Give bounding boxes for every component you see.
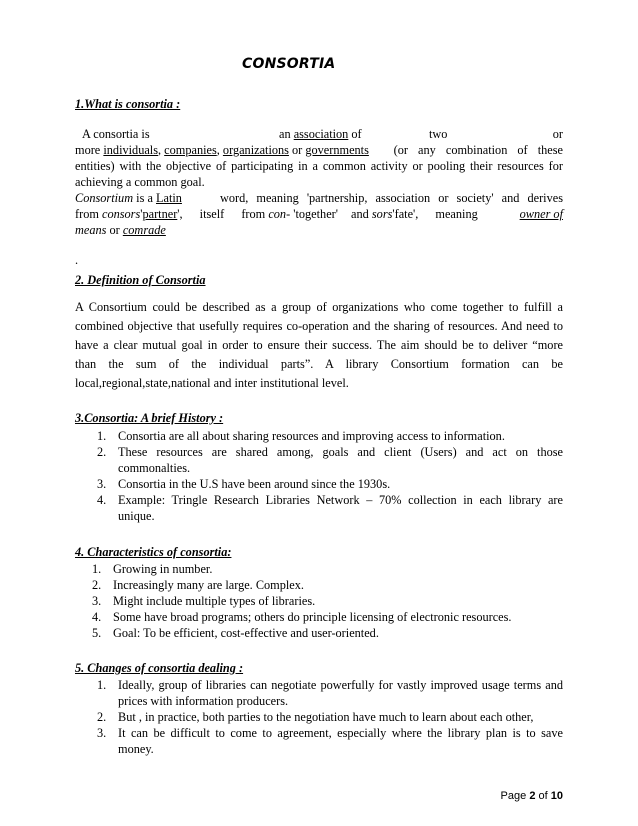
list-item-number: 4. xyxy=(92,610,102,624)
list-item-number: 4. xyxy=(97,493,107,507)
section-3-heading: 3.Consortia: A brief History : xyxy=(75,411,224,425)
list-item xyxy=(97,492,563,524)
total-pages-number: 10 xyxy=(550,790,563,802)
s1-line-7 xyxy=(75,222,563,238)
latin-link[interactable]: Latin xyxy=(155,191,182,205)
s1-line-3: entities) with the objective of participating in a common activity or pooling their resources for xyxy=(75,159,563,173)
s1-text: or xyxy=(552,127,563,141)
s1-line-1 xyxy=(75,126,563,142)
list-item-text: Some have broad programs; others do principle licensing of electronic resources. xyxy=(113,610,512,624)
list-item xyxy=(92,561,563,577)
list-item-text: Example: Tringle Research Libraries Network – 70% collection in each library are xyxy=(118,493,563,507)
list-item-number: 2. xyxy=(97,445,107,459)
association-link[interactable]: association xyxy=(293,127,349,141)
list-item-text: money. xyxy=(118,742,154,756)
section-1-body xyxy=(75,126,563,268)
s1-text: or xyxy=(292,143,303,157)
s1-dot: . xyxy=(75,253,79,267)
list-item xyxy=(97,709,563,725)
s1-text: or xyxy=(109,223,120,237)
section-4-list xyxy=(92,561,563,641)
list-item-text: But , in practice, both parties to the negotiation have much to learn about each other, xyxy=(118,710,534,724)
s1-text: consors xyxy=(101,207,141,221)
s1-text: 'fate', meaning xyxy=(392,207,478,221)
list-item xyxy=(97,677,563,709)
list-item xyxy=(97,476,563,492)
s1-text: means xyxy=(75,223,107,237)
owner-of-link[interactable]: owner of xyxy=(519,207,563,221)
s1-text: (or any combination of these xyxy=(393,143,563,157)
list-item-text: It can be difficult to come to agreement, especially where the library plan is to save xyxy=(118,726,563,740)
s1-text: two xyxy=(429,127,448,141)
list-item xyxy=(97,428,563,444)
list-item-text: Consortia are all about sharing resources and improving access to information. xyxy=(118,429,505,443)
s2-line: than the sum of the individual parts”. A library Consortium formation can be xyxy=(75,357,563,371)
s1-text: con- xyxy=(268,207,291,221)
s1-text: 'together' and xyxy=(293,207,369,221)
organizations-link[interactable]: organizations xyxy=(222,143,289,157)
list-item-text: Increasingly many are large. Complex. xyxy=(113,578,304,592)
footer-page-label: Page xyxy=(500,790,527,802)
section-1-heading: 1.What is consortia : xyxy=(75,97,181,111)
s1-text: A consortia is xyxy=(82,127,150,141)
section-3-list xyxy=(97,428,563,524)
s1-text: an xyxy=(279,127,291,141)
individuals-link[interactable]: individuals xyxy=(103,143,159,157)
list-item xyxy=(92,593,563,609)
list-item-number: 3. xyxy=(97,726,107,740)
list-item-number: 2. xyxy=(97,710,107,724)
list-item-number: 3. xyxy=(92,594,102,608)
s1-text: word, meaning 'partnership, association or society' and derives xyxy=(219,191,563,205)
list-item xyxy=(92,577,563,593)
list-item-text: Goal: To be efficient, cost-effective and user-oriented. xyxy=(113,626,379,640)
page-number-footer xyxy=(501,788,563,804)
s1-text: ' xyxy=(140,207,143,221)
s2-line: local,regional,state,national and inter institutional level. xyxy=(75,376,349,390)
companies-link[interactable]: companies xyxy=(164,143,217,157)
comrade-link[interactable]: comrade xyxy=(122,223,166,237)
list-item-number: 5. xyxy=(92,626,102,640)
s1-line-6 xyxy=(75,206,563,222)
s2-line: A Consortium could be described as a group of organizations who come together to fulfill a xyxy=(75,300,563,314)
list-item xyxy=(92,609,563,625)
section-2-body xyxy=(75,298,563,393)
s1-text: , xyxy=(158,143,162,157)
s2-line: have a clear mutual goal in order to ensure their success. The aim should be to deliver “more xyxy=(75,338,563,352)
list-item-text: Ideally, group of libraries can negotiate powerfully for vastly improved usage terms and xyxy=(118,678,563,692)
list-item-number: 1. xyxy=(97,678,107,692)
list-item-text: Consortia in the U.S have been around since the 1930s. xyxy=(118,477,391,491)
s2-line: combined objective that usefully requires co-operation and the sharing of resources. And need to xyxy=(75,319,563,333)
list-item xyxy=(97,725,563,757)
list-item-number: 1. xyxy=(97,429,107,443)
s1-text: , xyxy=(216,143,220,157)
list-item-number: 2. xyxy=(92,578,102,592)
s1-text: ', itself from xyxy=(177,207,266,221)
document-title: CONSORTIA xyxy=(242,56,336,72)
list-item-text: These resources are shared among, goals and client (Users) and act on those xyxy=(118,445,563,459)
section-5-list xyxy=(97,677,563,757)
governments-link[interactable]: governments xyxy=(305,143,369,157)
s1-text: is a xyxy=(136,191,153,205)
list-item-text: unique. xyxy=(118,509,155,523)
s1-text: sors xyxy=(371,207,393,221)
partner-link[interactable]: partner xyxy=(142,207,178,221)
list-item-text: prices with information producers. xyxy=(118,694,289,708)
section-4-heading: 4. Characteristics of consortia: xyxy=(75,545,232,559)
section-2-heading: 2. Definition of Consortia xyxy=(75,273,206,287)
s1-text: of xyxy=(351,127,362,141)
s1-text: from xyxy=(75,207,99,221)
s1-line-4: achieving a common goal. xyxy=(75,175,205,189)
s1-line-2 xyxy=(75,142,563,158)
footer-of-label: of xyxy=(538,790,548,802)
list-item xyxy=(97,444,563,476)
section-5-heading: 5. Changes of consortia dealing : xyxy=(75,661,244,675)
list-item-number: 1. xyxy=(92,562,102,576)
list-item xyxy=(92,625,563,641)
s1-text: Consortium xyxy=(75,191,134,205)
s1-text: more xyxy=(75,143,101,157)
current-page-number: 2 xyxy=(529,790,536,802)
list-item-number: 3. xyxy=(97,477,107,491)
list-item-text: Might include multiple types of libraries. xyxy=(113,594,316,608)
s1-line-5 xyxy=(75,190,563,206)
list-item-text: Growing in number. xyxy=(113,562,213,576)
list-item-text: commonalties. xyxy=(118,461,191,475)
